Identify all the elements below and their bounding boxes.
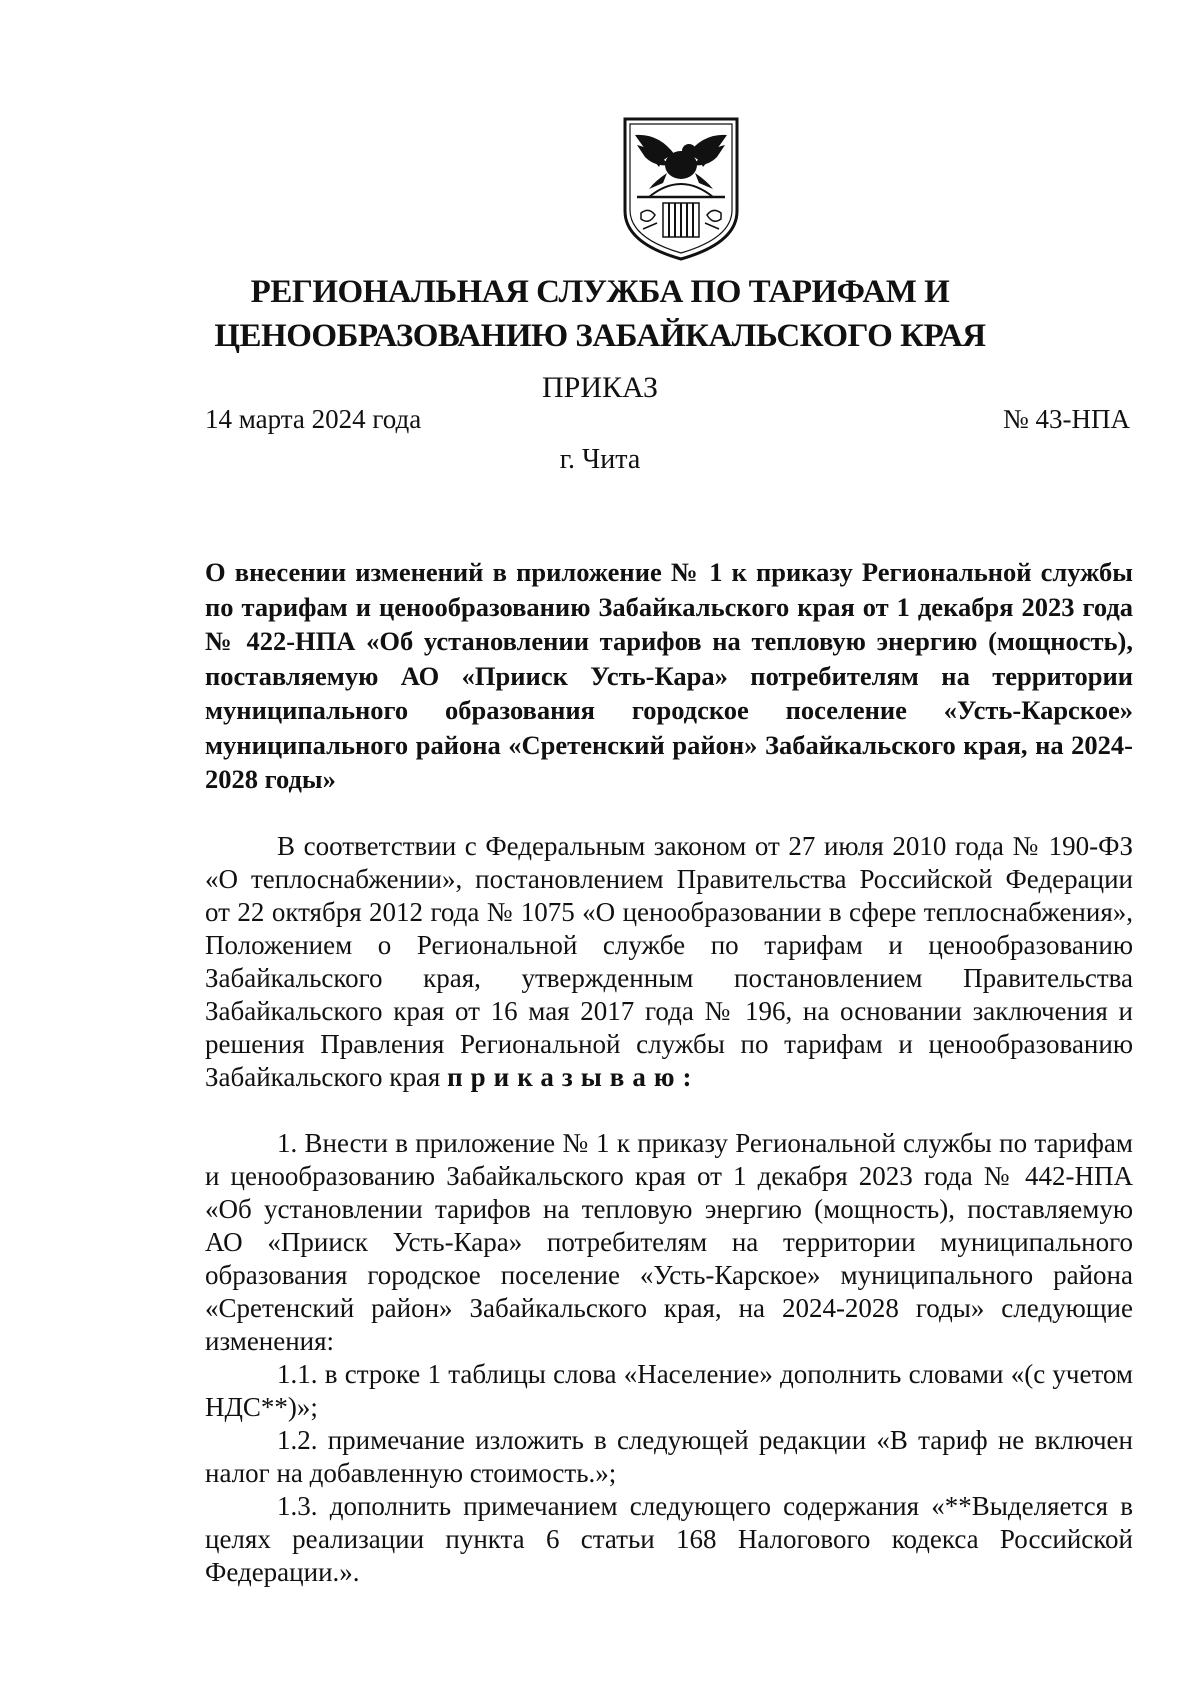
document-number: № 43-НПА xyxy=(1003,404,1130,434)
item-paragraph-1-1: 1.1. в строке 1 таблицы слова «Население» дополнить словами «(с учетом НДС**)»; xyxy=(205,1359,1133,1422)
item-paragraph-1-2: 1.2. примечание изложить в следующей редакции «В тариф не включен налог на добавленную стоимость.»; xyxy=(205,1425,1133,1488)
organization-title-line-1: РЕГИОНАЛЬНАЯ СЛУЖБА ПО ТАРИФАМ И xyxy=(250,274,950,310)
preamble-text: В соответствии с Федеральным законом от 27 июля 2010 года № 190-ФЗ «О теплоснабжении», постановлением Правительства Российской Федерации от 22 октября 2012 года № 1075 «О ценообразовании в сфере теплоснабжения», Положением о Региональной службе по тарифам и ценообразованию Забайкальского края, утвержденным постановлением Правительства Забайкальского края от 16 мая 2017 года № 196, на основании заключения и решения Правления Региональной службы по тарифам и ценообразованию Забайкальского края xyxy=(205,831,1133,1092)
preamble-paragraph xyxy=(205,830,1133,1094)
document-date: 14 марта 2024 года xyxy=(205,404,422,434)
order-word: приказываю: xyxy=(447,1062,700,1092)
document-type: ПРИКАЗ xyxy=(542,371,658,404)
item-paragraph-1-3: 1.3. дополнить примечанием следующего содержания «**Выделяется в целях реализации пункта 6 статьи 168 Налогового кодекса Российской Федерации.». xyxy=(205,1491,1133,1587)
document-heading: О внесении изменений в приложение № 1 к приказу Региональной службы по тарифам и ценообразованию Забайкальского края от 1 декабря 2023 года № 422-НПА «Об установлении тарифов на тепловую энергию (мощность), поставляемую АО «Прииск Усть-Кара» потребителям на территории муниципального образования городское поселение «Усть-Карское» муниципального района «Сретенский район» Забайкальского края, на 2024-2028 годы» xyxy=(205,557,1133,794)
organization-title-line-2: ЦЕНООБРАЗОВАНИЮ ЗАБАЙКАЛЬСКОГО КРАЯ xyxy=(214,318,986,354)
document-city: г. Чита xyxy=(559,444,641,475)
item-paragraph-1: 1. Внести в приложение № 1 к приказу Региональной службы по тарифам и ценообразованию Забайкальского края от 1 декабря 2023 года № 442-НПА «Об установлении тарифов на тепловую энергию (мощность), поставляемую АО «Прииск Усть-Кара» потребителям на территории муниципального образования городское поселение «Усть-Карское» муниципального района «Сретенский район» Забайкальского края, на 2024-2028 годы» следующие изменения: xyxy=(205,1128,1133,1356)
coat-of-arms-icon xyxy=(619,115,743,263)
organization-title xyxy=(200,270,1000,358)
document-body xyxy=(205,830,1133,1589)
